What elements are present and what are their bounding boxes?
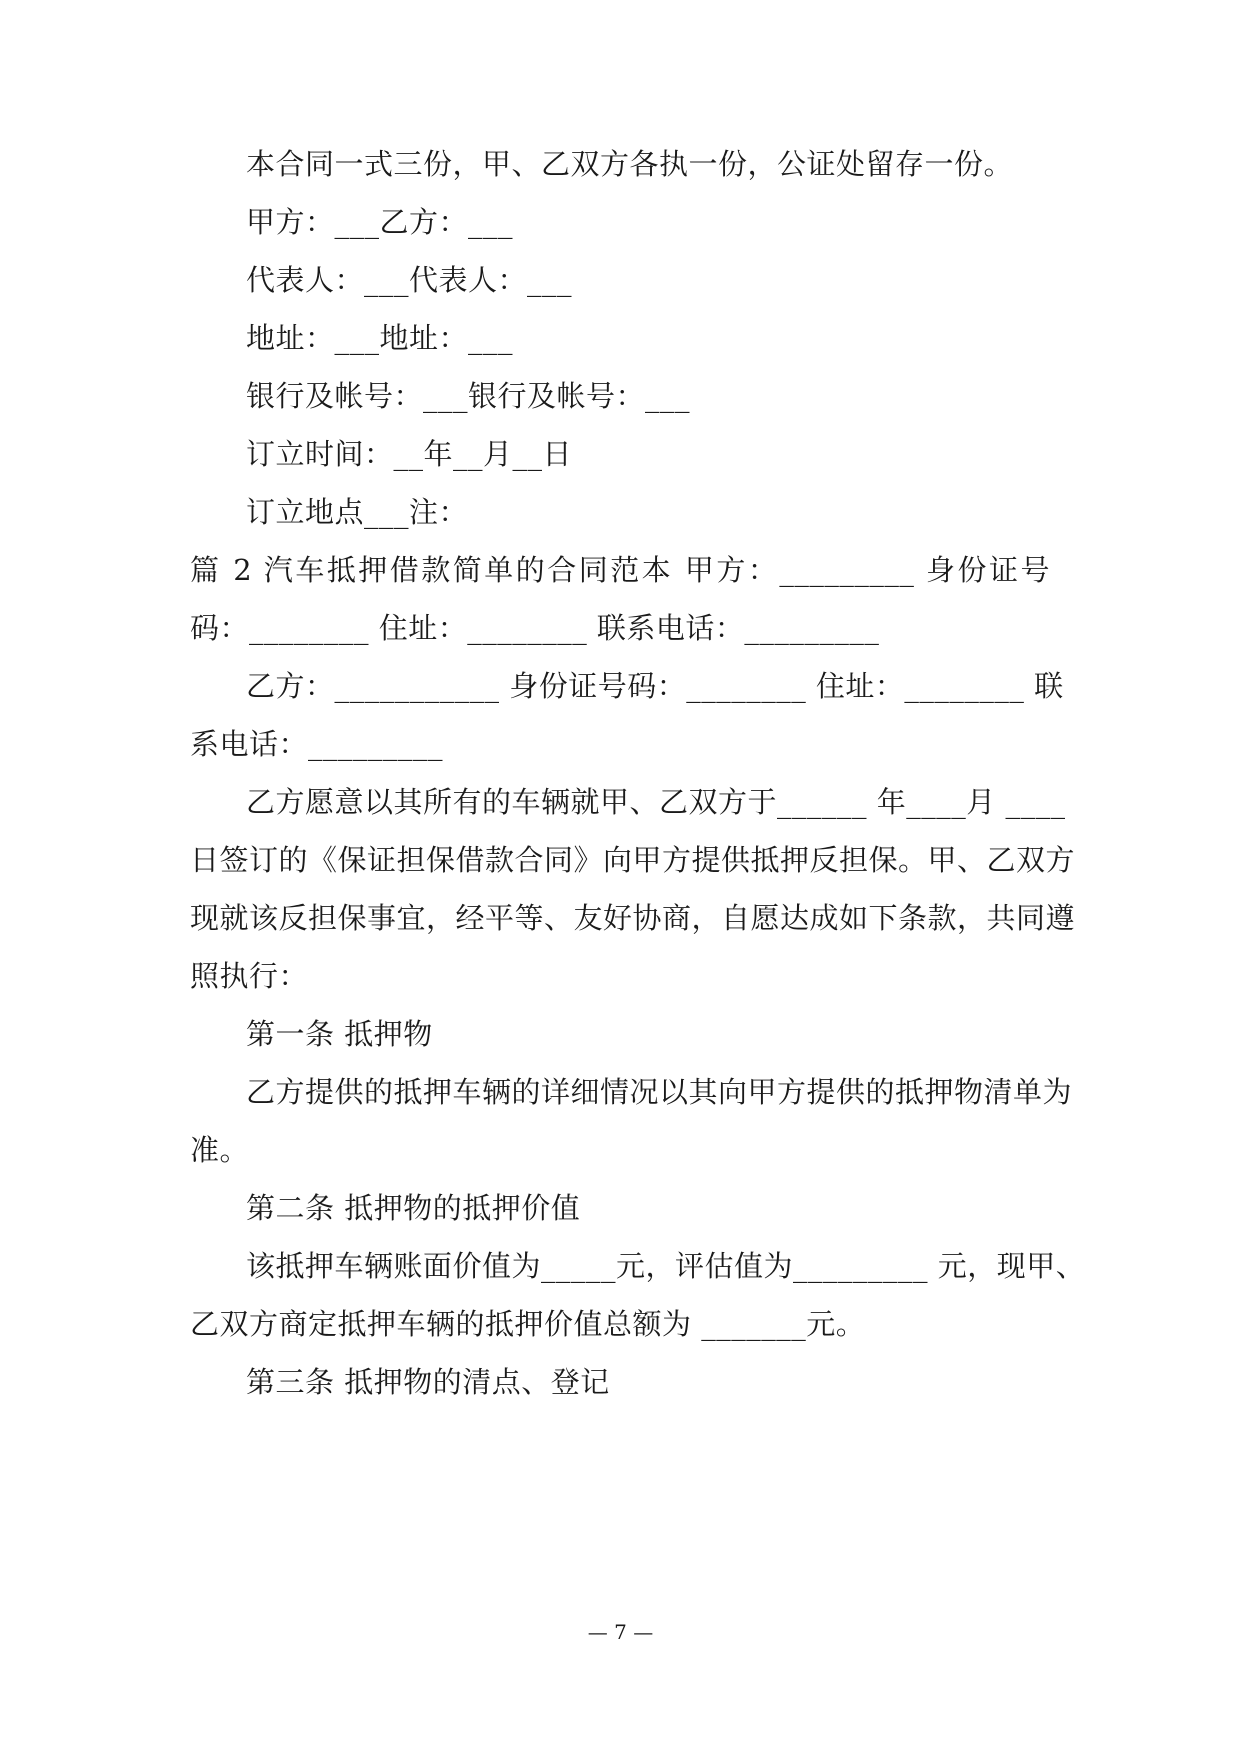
intro-paragraph-line: 照执行：	[190, 959, 309, 993]
party-b-info-cont: 系电话：_________	[190, 727, 444, 761]
article3-title: 第三条 抵押物的清点、登记	[246, 1365, 610, 1399]
article1-body-line: 乙方提供的抵押车辆的详细情况以其向甲方提供的抵押物清单为	[246, 1075, 1073, 1109]
intro-paragraph-line: 乙方愿意以其所有的车辆就甲、乙双方于______ 年____月 ____	[246, 785, 1066, 819]
party-b-info: 乙方：___________ 身份证号码：________ 住址：________ 联	[246, 669, 1064, 703]
article2-title: 第二条 抵押物的抵押价值	[246, 1191, 581, 1225]
signature-date: 订立时间：__年__月__日	[246, 437, 573, 471]
signature-bank-account: 银行及帐号：___银行及帐号：___	[246, 379, 691, 413]
signature-representative: 代表人：___代表人：___	[246, 263, 573, 297]
article1-title: 第一条 抵押物	[246, 1017, 433, 1051]
article2-body-line: 乙双方商定抵押车辆的抵押价值总额为 _______元。	[190, 1307, 866, 1341]
signature-address: 地址：___地址：___	[246, 321, 514, 355]
signature-place: 订立地点___注：	[246, 495, 469, 529]
clause-copies: 本合同一式三份，甲、乙双方各执一份，公证处留存一份。	[246, 147, 1014, 181]
intro-paragraph-line: 日签订的《保证担保借款合同》向甲方提供抵押反担保。甲、乙双方	[190, 843, 1076, 877]
signature-party-a-b: 甲方：___乙方：___	[246, 205, 514, 239]
intro-paragraph-line: 现就该反担保事宜，经平等、友好协商，自愿达成如下条款，共同遵	[190, 901, 1076, 935]
section2-heading: 篇 2 汽车抵押借款简单的合同范本 甲方：_________ 身份证号	[190, 553, 1050, 587]
article1-body-line: 准。	[190, 1133, 250, 1167]
section2-heading-cont: 码：________ 住址：________ 联系电话：_________	[190, 611, 880, 645]
page-number: — 7 —	[587, 1620, 654, 1644]
article2-body-line: 该抵押车辆账面价值为_____元，评估值为_________ 元，现甲、	[246, 1249, 1086, 1283]
